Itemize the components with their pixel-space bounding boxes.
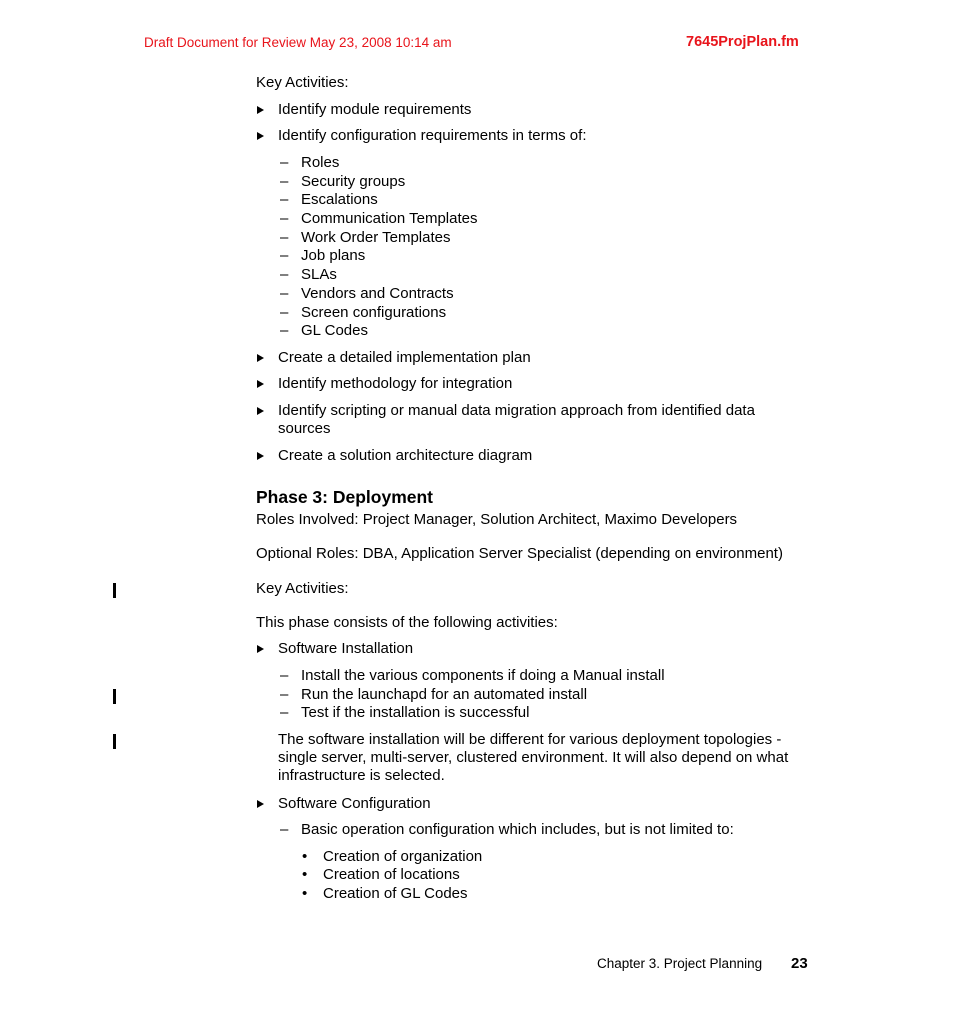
list-item: Creation of locations: [323, 866, 460, 883]
bullet-triangle-icon: [257, 106, 264, 114]
dash-bullet: –: [280, 704, 289, 721]
bullet-triangle-icon: [257, 800, 264, 808]
bullet-triangle-icon: [257, 354, 264, 362]
phase-intro: This phase consists of the following activities:: [256, 614, 558, 631]
dot-bullet: •: [302, 848, 308, 865]
list-item: Roles: [301, 154, 340, 171]
change-bar: [113, 583, 116, 598]
dash-bullet: –: [280, 304, 289, 321]
dash-bullet: –: [280, 667, 289, 684]
optional-roles: Optional Roles: DBA, Application Server Specialist (depending on environment): [256, 545, 783, 562]
bullet-item: Identify configuration requirements in terms of:: [278, 127, 587, 144]
bullet-item: Software Configuration: [278, 795, 431, 812]
dash-bullet: –: [280, 154, 289, 171]
list-item: Test if the installation is successful: [301, 704, 530, 721]
dash-bullet: –: [280, 247, 289, 264]
section-heading: Phase 3: Deployment: [256, 487, 433, 507]
dash-bullet: –: [280, 821, 289, 838]
dash-bullet: –: [280, 285, 289, 302]
dot-bullet: •: [302, 866, 308, 883]
bullet-item: Identify scripting or manual data migration approach from identified data sources: [278, 402, 755, 437]
list-item: Job plans: [301, 247, 366, 264]
dash-bullet: –: [280, 173, 289, 190]
bullet-triangle-icon: [257, 407, 264, 415]
list-item: Creation of organization: [323, 848, 483, 865]
list-item: Vendors and Contracts: [301, 285, 454, 302]
dash-bullet: –: [280, 266, 289, 283]
list-item: GL Codes: [301, 322, 368, 339]
change-bar: [113, 689, 116, 704]
footer-chapter: Chapter 3. Project Planning: [597, 956, 763, 971]
list-item: Basic operation configuration which includes, but is not limited to:: [301, 821, 734, 838]
dash-bullet: –: [280, 686, 289, 703]
change-bar: [113, 734, 116, 749]
list-item: Security groups: [301, 173, 406, 190]
bullet-triangle-icon: [257, 645, 264, 653]
bullet-item: Create a solution architecture diagram: [278, 447, 533, 464]
list-item: Run the launchapd for an automated install: [301, 686, 588, 703]
dot-bullet: •: [302, 885, 308, 902]
key-activities-label: Key Activities:: [256, 580, 349, 597]
roles-involved: Roles Involved: Project Manager, Solution Architect, Maximo Developers: [256, 511, 738, 528]
dash-bullet: –: [280, 210, 289, 227]
bullet-item: Software Installation: [278, 640, 414, 657]
key-activities-label: Key Activities:: [256, 74, 349, 91]
bullet-item: Identify module requirements: [278, 101, 472, 118]
bullet-triangle-icon: [257, 380, 264, 388]
dash-bullet: –: [280, 191, 289, 208]
list-item: Escalations: [301, 191, 378, 208]
page-number: 23: [791, 955, 808, 972]
header-draft-text: Draft Document for Review May 23, 2008 10:14 am: [144, 35, 452, 50]
header-filename: 7645ProjPlan.fm: [686, 34, 799, 50]
list-item: Communication Templates: [301, 210, 478, 227]
bullet-item: Identify methodology for integration: [278, 375, 513, 392]
dash-bullet: –: [280, 229, 289, 246]
install-note: The software installation will be different for various deployment topologies - single server, multi-server, clustered environment. It will also depend on what infrastructure is selected.: [278, 731, 789, 784]
bullet-item: Create a detailed implementation plan: [278, 349, 531, 366]
list-item: Screen configurations: [301, 304, 447, 321]
list-item: SLAs: [301, 266, 337, 283]
list-item: Install the various components if doing a Manual install: [301, 667, 665, 684]
bullet-triangle-icon: [257, 132, 264, 140]
dash-bullet: –: [280, 322, 289, 339]
list-item: Work Order Templates: [301, 229, 451, 246]
bullet-triangle-icon: [257, 452, 264, 460]
list-item: Creation of GL Codes: [323, 885, 468, 902]
